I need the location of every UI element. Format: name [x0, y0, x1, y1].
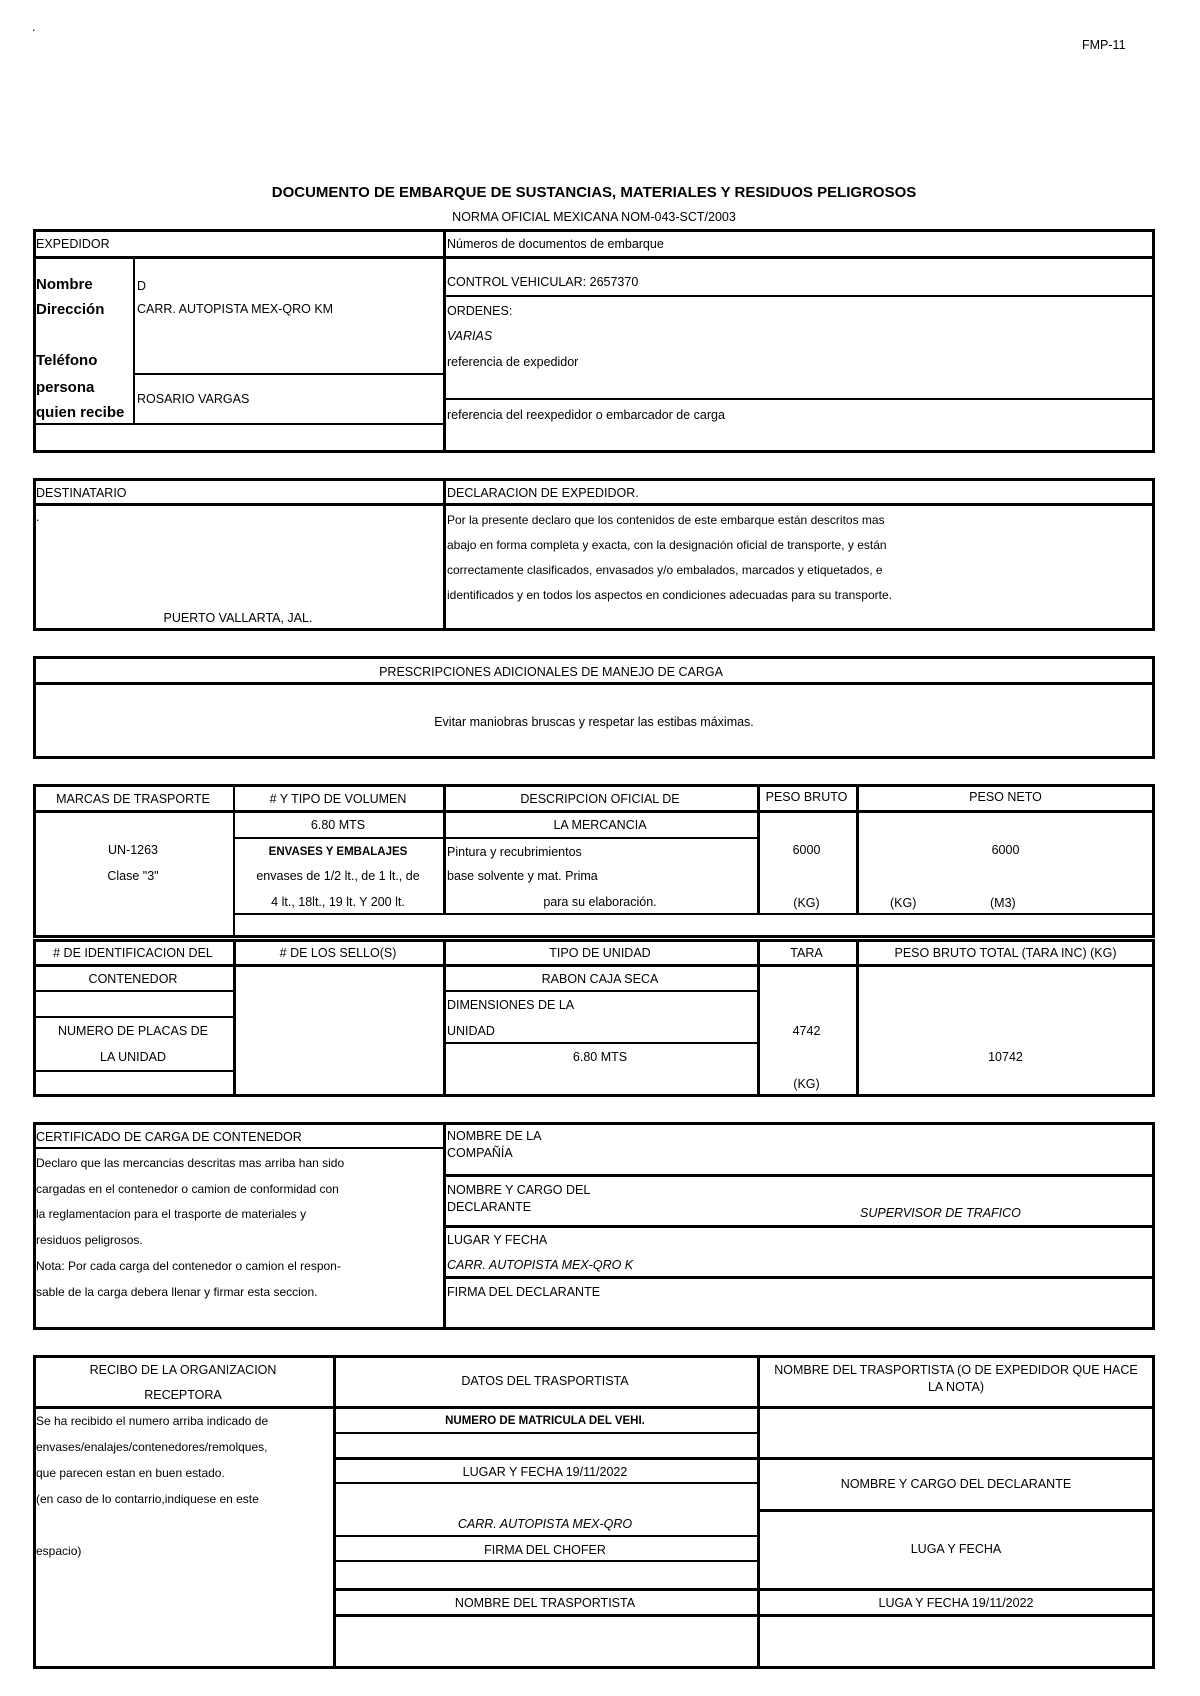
- destinatario-dot: .: [36, 510, 40, 524]
- certificado-line: la reglamentacion para el trasporte de materiales y: [36, 1207, 307, 1221]
- matricula-label: NUMERO DE MATRICULA DEL VEHI.: [445, 1415, 645, 1427]
- direccion-label: Dirección: [36, 301, 105, 318]
- ordenes-label: ORDENES:: [447, 304, 513, 318]
- telefono-label: Teléfono: [36, 352, 98, 369]
- volumen-value: 6.80 MTS: [310, 818, 366, 832]
- lugar-fecha-value: CARR. AUTOPISTA MEX-QRO K: [447, 1258, 634, 1272]
- nombre-trasportista-header-2: LA NOTA): [927, 1380, 985, 1394]
- declaracion-line: Por la presente declaro que los contenidos de este embarque están descritos mas: [447, 513, 885, 527]
- recibo-heading: RECIBO DE LA ORGANIZACION: [89, 1363, 277, 1377]
- declarante-label: NOMBRE Y CARGO DEL: [447, 1183, 591, 1197]
- declarante-label-2: DECLARANTE: [447, 1200, 532, 1214]
- declaracion-line: correctamente clasificados, envasados y/o embalados, marcados y etiquetados, e: [447, 563, 883, 577]
- firma-declarante-label: FIRMA DEL DECLARANTE: [447, 1285, 601, 1299]
- recibo-heading-2: RECEPTORA: [144, 1388, 222, 1402]
- control-vehicular: CONTROL VEHICULAR: 2657370: [447, 275, 639, 289]
- tipo-volumen-header: # Y TIPO DE VOLUMEN: [269, 792, 407, 806]
- id-contenedor-header: # DE IDENTIFICACION DEL: [53, 946, 213, 960]
- id-contenedor-header-2: CONTENEDOR: [88, 972, 178, 986]
- sellos-header: # DE LOS SELLO(S): [279, 946, 397, 960]
- descripcion-header: DESCRIPCION OFICIAL DE: [520, 792, 680, 806]
- destinatario-heading: DESTINATARIO: [36, 486, 127, 500]
- tara-header: TARA: [790, 946, 823, 960]
- luga-fecha-label: LUGA Y FECHA: [910, 1542, 1002, 1556]
- recibo-line: envases/enalajes/contenedores/remolques,: [36, 1440, 268, 1454]
- placas-label-2: LA UNIDAD: [100, 1050, 166, 1064]
- destinatario-city: PUERTO VALLARTA, JAL.: [163, 611, 313, 625]
- lugar-fecha-chofer: LUGAR Y FECHA 19/11/2022: [462, 1465, 628, 1479]
- declarante-value: SUPERVISOR DE TRAFICO: [860, 1206, 1021, 1220]
- peso-neto-value: 6000: [991, 843, 1020, 857]
- tipo-unidad-header: TIPO DE UNIDAD: [549, 946, 651, 960]
- un-number: UN-1263: [107, 843, 159, 857]
- nombre-trasportista-header: NOMBRE DEL TRASPORTISTA (O DE EXPEDIDOR QUE HACE: [774, 1363, 1138, 1377]
- tipo-unidad-value: RABON CAJA SECA: [541, 972, 659, 986]
- nombre-label: Nombre: [36, 276, 93, 293]
- persona-value: ROSARIO VARGAS: [137, 392, 250, 406]
- declaracion-heading: DECLARACION DE EXPEDIDOR.: [447, 486, 639, 500]
- dimensiones-value: 6.80 MTS: [572, 1050, 628, 1064]
- unit-kg: (KG): [890, 896, 917, 910]
- lugar-fecha-label: LUGAR Y FECHA: [447, 1233, 548, 1247]
- unit-kg: (KG): [793, 896, 820, 910]
- descripcion-header-2: LA MERCANCIA: [553, 818, 647, 832]
- peso-total-header: PESO BRUTO TOTAL (TARA INC) (KG): [894, 946, 1117, 960]
- prescripciones-text: Evitar maniobras bruscas y respetar las estibas máximas.: [434, 715, 754, 729]
- nombre-value: D: [137, 279, 147, 293]
- marcas-header: MARCAS DE TRASPORTE: [56, 792, 210, 806]
- certificado-line: residuos peligrosos.: [36, 1233, 143, 1247]
- form-code: FMP-11: [1082, 38, 1126, 52]
- compania-label: NOMBRE DE LA: [447, 1129, 542, 1143]
- peso-bruto-value: 6000: [792, 843, 821, 857]
- certificado-heading: CERTIFICADO DE CARGA DE CONTENEDOR: [36, 1130, 302, 1144]
- declaracion-line: identificados y en todos los aspectos en condiciones adecuadas para su transporte.: [447, 588, 892, 602]
- certificado-line: sable de la carga debera llenar y firmar esta seccion.: [36, 1285, 318, 1299]
- luga-fecha-value: LUGA Y FECHA 19/11/2022: [878, 1596, 1034, 1610]
- peso-bruto-header: PESO BRUTO: [765, 790, 848, 804]
- ordenes-value: VARIAS: [447, 329, 493, 343]
- desc-line: Pintura y recubrimientos: [447, 845, 582, 859]
- dimensiones-label-2: UNIDAD: [447, 1024, 495, 1038]
- recibo-line: Se ha recibido el numero arriba indicado de: [36, 1414, 269, 1428]
- certificado-line: Declaro que las mercancias descritas mas arriba han sido: [36, 1156, 345, 1170]
- expedidor-heading: EXPEDIDOR: [36, 237, 110, 251]
- peso-neto-header: PESO NETO: [969, 790, 1042, 804]
- page-title: DOCUMENTO DE EMBARQUE DE SUSTANCIAS, MATERIALES Y RESIDUOS PELIGROSOS: [271, 184, 917, 201]
- dimensiones-label: DIMENSIONES DE LA: [447, 998, 575, 1012]
- recibo-line: espacio): [36, 1544, 82, 1558]
- envases-line: envases de 1/2 lt., de 1 lt., de: [256, 869, 420, 883]
- recibo-line: que parecen estan en buen estado.: [36, 1466, 225, 1480]
- clase-value: Clase "3": [107, 869, 159, 883]
- corner-dot: .: [32, 20, 36, 34]
- desc-line: base solvente y mat. Prima: [447, 869, 598, 883]
- envases-line: 4 lt., 18lt., 19 lt. Y 200 lt.: [271, 895, 405, 909]
- envases-header: ENVASES Y EMBALAJES: [268, 846, 408, 858]
- lugar-chofer-value: CARR. AUTOPISTA MEX-QRO: [457, 1517, 633, 1531]
- contenedor-section: [33, 939, 1155, 1097]
- nombre-trasportista-label: NOMBRE DEL TRASPORTISTA: [454, 1596, 636, 1610]
- direccion-value: CARR. AUTOPISTA MEX-QRO KM: [137, 302, 334, 316]
- declaracion-line: abajo en forma completa y exacta, con la designación oficial de transporte, y están: [447, 538, 887, 552]
- certificado-line: Nota: Por cada carga del contenedor o camion el respon-: [36, 1259, 341, 1273]
- quien-recibe-label: quien recibe: [36, 404, 125, 421]
- recibo-line: (en caso de lo contarrio,indiquese en este: [36, 1492, 259, 1506]
- tara-value: 4742: [792, 1024, 821, 1038]
- placas-label: NUMERO DE PLACAS DE: [57, 1024, 209, 1038]
- datos-trasportista-header: DATOS DEL TRASPORTISTA: [461, 1374, 629, 1388]
- desc-line: para su elaboración.: [543, 895, 657, 909]
- certificado-line: cargadas en el contenedor o camion de conformidad con: [36, 1182, 339, 1196]
- page-subtitle: NORMA OFICIAL MEXICANA NOM-043-SCT/2003: [452, 210, 736, 224]
- peso-total-value: 10742: [988, 1050, 1023, 1064]
- firma-chofer-label: FIRMA DEL CHOFER: [484, 1543, 606, 1557]
- persona-label: persona: [36, 379, 95, 396]
- compania-label-2: COMPAÑÍA: [447, 1146, 513, 1160]
- unit-m3: (M3): [990, 896, 1016, 910]
- ref-reexpedidor: referencia del reexpedidor o embarcador de carga: [447, 408, 725, 422]
- documentos-heading: Números de documentos de embarque: [447, 237, 664, 251]
- prescripciones-heading: PRESCRIPCIONES ADICIONALES DE MANEJO DE CARGA: [379, 665, 723, 679]
- ref-expedidor: referencia de expedidor: [447, 355, 579, 369]
- nombre-cargo-declarante: NOMBRE Y CARGO DEL DECLARANTE: [840, 1477, 1072, 1491]
- tara-unit: (KG): [793, 1077, 820, 1091]
